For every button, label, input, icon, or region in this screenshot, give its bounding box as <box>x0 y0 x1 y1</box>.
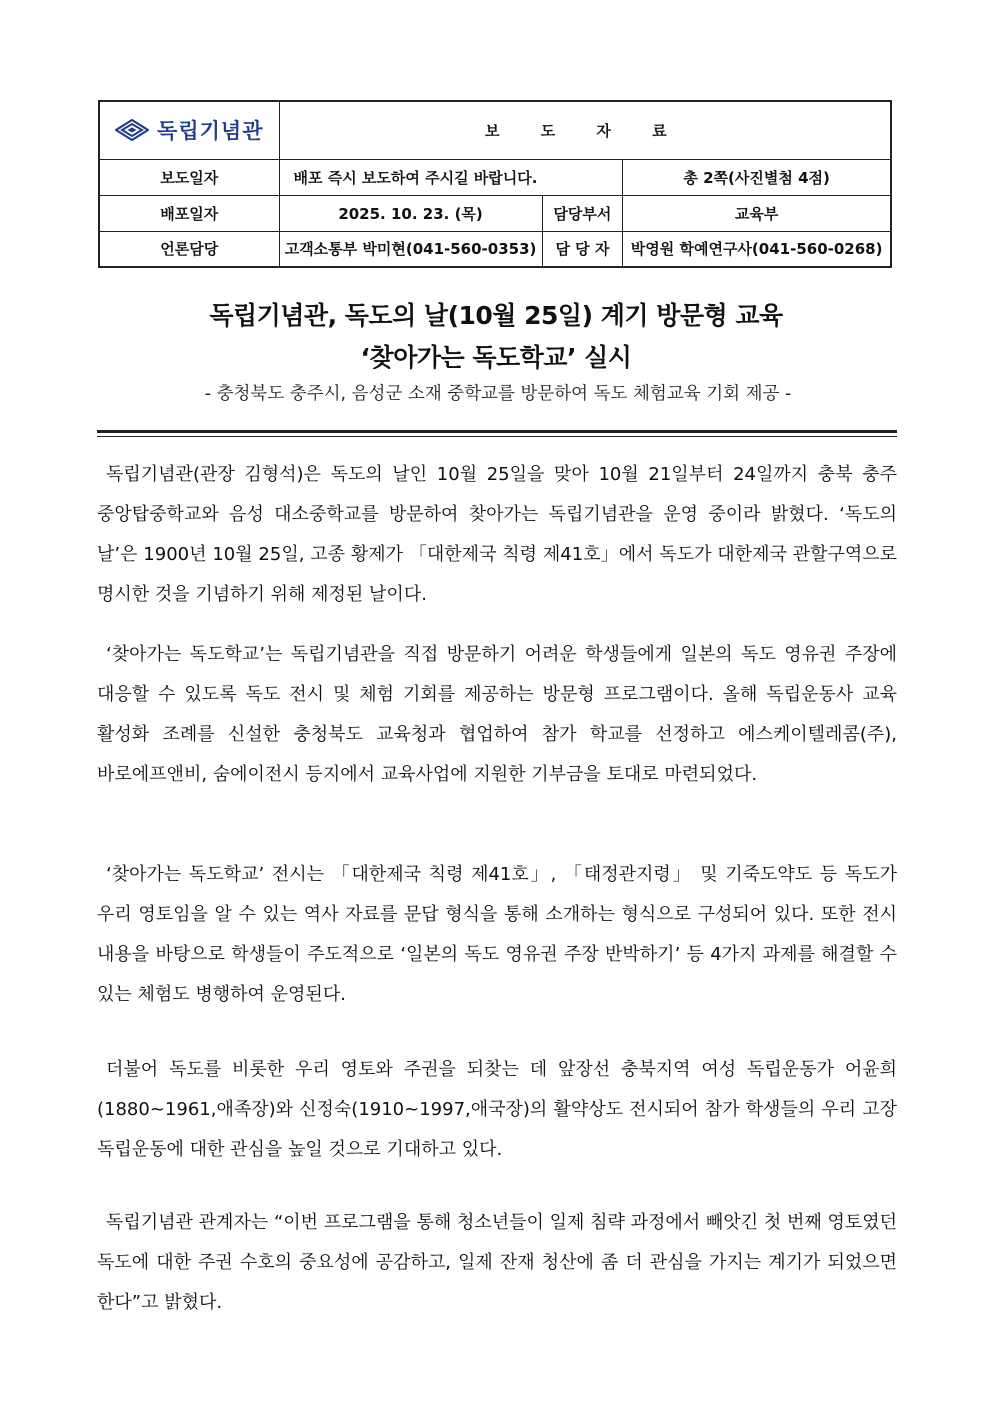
release-date-label: 보도일자 <box>99 159 279 195</box>
divider-thin <box>97 436 897 437</box>
release-date-value: 배포 즉시 보도하여 주시길 바랍니다. <box>279 159 623 195</box>
headline-line-2: ‘찾아가는 독도학교’ 실시 <box>360 343 632 372</box>
press-contact-value: 고객소통부 박미현(041-560-0353) <box>279 231 542 267</box>
body-paragraph-4: 더불어 독도를 비롯한 우리 영토와 주권을 되찾는 데 앞장선 충북지역 여성 독립운동가 어윤희(1880~1961,애족장)와 신정숙(1910~1997,애국장)의 활약상도 전시되어 참가 학생들의 우리 고장 독립운동에 대한 관심을 높일 것으로 기대하고 있다. <box>97 1059 897 1160</box>
logo-cell <box>99 101 279 159</box>
distribution-date-value: 2025. 10. 23. (목) <box>279 195 542 231</box>
page-count: 총 2쪽(사진별첨 4점) <box>623 159 891 195</box>
logo-text: 독립기념관 <box>157 119 264 144</box>
staff-value: 박영원 학예연구사(041-560-0268) <box>623 231 891 267</box>
body-paragraph-5: 독립기념관 관계자는 “이번 프로그램을 통해 청소년들이 일제 침략 과정에서 빼앗긴 첫 번째 영토였던 독도에 대한 주권 수호의 중요성에 공감하고, 일제 잔재 청산에 좀 더 관심을 가지는 계기가 되었으면 한다”고 밝혔다. <box>97 1212 897 1313</box>
distribution-date-label: 배포일자 <box>99 195 279 231</box>
body-paragraph-3: ‘찾아가는 독도학교’ 전시는 「대한제국 칙령 제41호」, 「태정관지령」 및 기죽도약도 등 독도가 우리 영토임을 알 수 있는 역사 자료를 문답 형식을 통해 소개하는 형식으로 구성되어 있다. 또한 전시 내용을 바탕으로 학생들이 주도적으로 ‘일본의 독도 영유권 주장 반박하기’ 등 4가지 과제를 해결할 수 있는 체험도 병행하여 운영된다. <box>97 864 898 1005</box>
independence-hall-logo-icon <box>115 119 149 141</box>
press-header-table <box>98 100 892 268</box>
headline-line-1: 독립기념관, 독도의 날(10월 25일) 계기 방문형 교육 <box>209 301 783 330</box>
department-value: 교육부 <box>623 195 891 231</box>
department-label: 담당부서 <box>542 195 623 231</box>
divider-thick <box>97 430 897 433</box>
headline-subtitle: - 충청북도 충주시, 음성군 소재 중학교를 방문하여 독도 체험교육 기회 제공 - <box>204 384 792 404</box>
press-release-title: 보 도 자 료 <box>279 101 891 159</box>
body-paragraph-1: 독립기념관(관장 김형석)은 독도의 날인 10월 25일을 맞아 10월 21일부터 24일까지 충북 충주 중앙탑중학교와 음성 대소중학교를 방문하여 찾아가는 독립기념관을 운영 중이라 밝혔다. ‘독도의 날’은 1900년 10월 25일, 고종 황제가 「대한제국 칙령 제41호」에서 독도가 대한제국 관할구역으로 명시한 것을 기념하기 위해 제정된 날이다. <box>97 464 897 605</box>
press-contact-label: 언론담당 <box>99 231 279 267</box>
staff-label: 담 당 자 <box>542 231 623 267</box>
body-paragraph-2: ‘찾아가는 독도학교’는 독립기념관을 직접 방문하기 어려운 학생들에게 일본의 독도 영유권 주장에 대응할 수 있도록 독도 전시 및 체험 기회를 제공하는 방문형 프로그램이다. 올해 독립운동사 교육 활성화 조례를 신설한 충청북도 교육청과 협업하여 참가 학교를 선정하고 에스케이텔레콤(주), 바로에프앤비, 숨에이전시 등지에서 교육사업에 지원한 기부금을 토대로 마련되었다. <box>97 644 897 785</box>
